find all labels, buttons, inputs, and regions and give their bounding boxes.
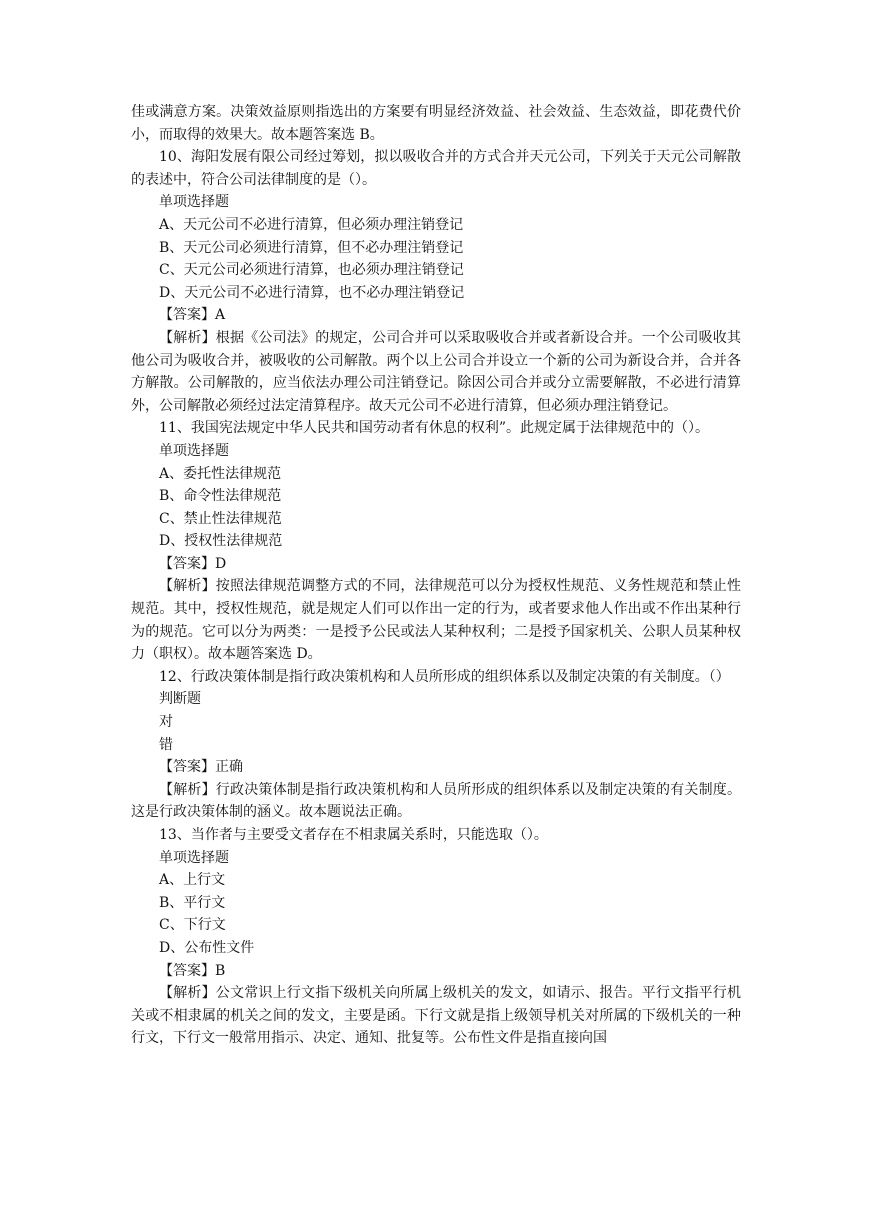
paragraph: 佳或满意方案。决策效益原则指选出的方案要有明显经济效益、社会效益、生态效益，即花费代价小，而取得的效果大。故本题答案选 B。 (131, 104, 741, 143)
option-a: A、上行文 (159, 872, 226, 889)
analysis: 【解析】公文常识上行文指下级机关向所属上级机关的发文，如请示、报告。平行文指平行机关或不相隶属的机关之间的发文，主要是函。下行文就是指上级领导机关对所属的下级机关的一种行文，下行文一般常用指示、决定、通知、批复等。公布性文件是指直接向国 (131, 985, 741, 1047)
option-a: A、天元公司不必进行清算，但必须办理注销登记 (159, 216, 464, 233)
option-d: D、天元公司不必进行清算，也不必办理注销登记 (159, 284, 465, 301)
analysis: 【解析】根据《公司法》的规定，公司合并可以采取吸收合并或者新设合并。一个公司吸收其他公司为吸收合并，被吸收的公司解散。两个以上公司合并设立一个新的公司为新设合并，合并各方解散。公司解散的，应当依法办理公司注销登记。除因公司合并或分立需要解散，不必进行清算外，公司解散必须经过法定清算程序。故天元公司不必进行清算，但必须办理注销登记。 (131, 329, 741, 414)
question-type: 判断题 (159, 691, 201, 708)
answer: 【答案】正确 (159, 759, 243, 776)
question-type: 单项选择题 (159, 194, 229, 211)
option-a: A、委托性法律规范 (159, 465, 282, 482)
question-11: 11、我国宪法规定中华人民共和国劳动者有休息的权利”。此规定属于法律规范中的（）。 (159, 420, 709, 437)
option-d: D、公布性文件 (159, 939, 255, 956)
document-body (131, 101, 741, 1050)
question-10: 10、海阳发展有限公司经过筹划，拟以吸收合并的方式合并天元公司，下列关于天元公司解散的表述中，符合公司法律制度的是（）。 (131, 149, 741, 188)
answer: 【答案】B (159, 962, 226, 979)
option-b: B、天元公司必须进行清算，但不必办理注销登记 (159, 239, 464, 256)
option-b: B、平行文 (159, 894, 226, 911)
analysis: 【解析】按照法律规范调整方式的不同，法律规范可以分为授权性规范、义务性规范和禁止性规范。其中，授权性规范，就是规定人们可以作出一定的行为，或者要求他人作出或不作出某种行为的规范。它可以分为两类：一是授予公民或法人某种权利；二是授予国家机关、公职人员某种权力（职权）。故本题答案选 D。 (131, 578, 741, 663)
option-true: 对 (159, 714, 173, 731)
option-b: B、命令性法律规范 (159, 488, 282, 505)
answer: 【答案】A (159, 307, 226, 324)
option-false: 错 (159, 736, 173, 753)
analysis: 【解析】行政决策体制是指行政决策机构和人员所形成的组织体系以及制定决策的有关制度。这是行政决策体制的涵义。故本题说法正确。 (131, 781, 741, 821)
option-d: D、授权性法律规范 (159, 533, 283, 550)
question-type: 单项选择题 (159, 849, 229, 866)
option-c: C、禁止性法律规范 (159, 510, 282, 527)
question-12: 12、行政决策体制是指行政决策机构和人员所形成的组织体系以及制定决策的有关制度。（） (159, 668, 730, 685)
question-13: 13、当作者与主要受文者存在不相隶属关系时，只能选取（）。 (159, 827, 548, 843)
question-type: 单项选择题 (159, 442, 229, 459)
option-c: C、下行文 (159, 917, 226, 934)
option-c: C、天元公司必须进行清算，也必须办理注销登记 (159, 262, 464, 279)
answer: 【答案】D (159, 555, 227, 572)
